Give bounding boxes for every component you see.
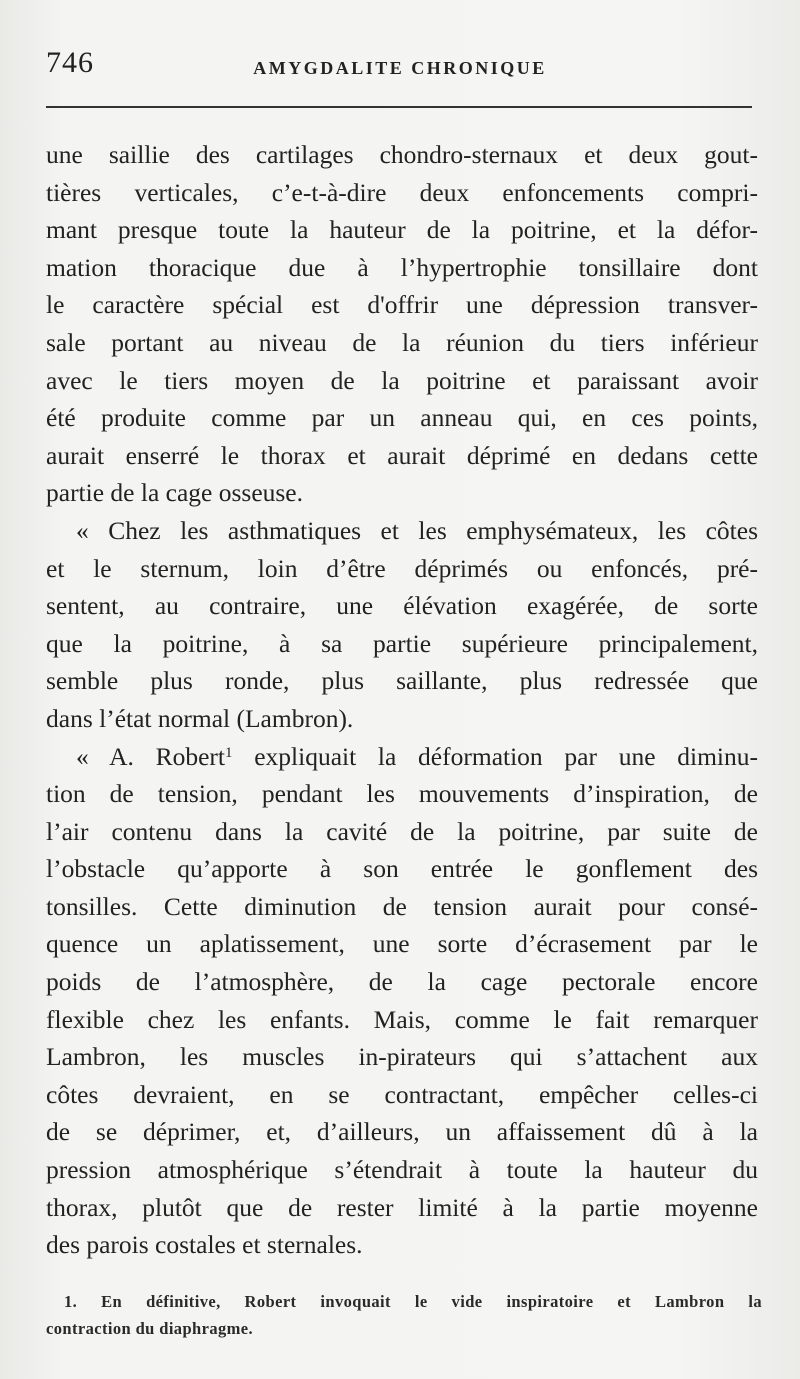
text-line: tières verticales, c’e-t-à-dire deux enfoncements compri- (46, 177, 758, 207)
body-text (46, 136, 758, 1264)
text-line: que la poitrine, à sa partie supérieure principalement, (46, 628, 758, 658)
footnote-line: 1. En définitive, Robert invoquait le vide inspiratoire et Lambron la (64, 1292, 762, 1311)
text-fragment: « A. Robert (76, 741, 225, 771)
text-line: mant presque toute la hauteur de la poitrine, et la défor- (46, 215, 758, 245)
running-title: AMYGDALITE CHRONIQUE (253, 58, 547, 78)
text-line: poids de l’atmosphère, de la cage pectorale encore (46, 967, 758, 997)
footnote (46, 1288, 762, 1342)
text-line: Lambron, les muscles in-pirateurs qui s’attachent aux (46, 1042, 758, 1072)
text-line: dans l’état normal (Lambron). (46, 703, 354, 733)
text-line-with-footnote-ref (46, 738, 758, 776)
text-line: flexible chez les enfants. Mais, comme le fait remarquer (46, 1004, 758, 1034)
text-line: « Chez les asthmatiques et les emphysémateux, les côtes (76, 515, 758, 545)
text-line: et le sternum, loin d’être déprimés ou enfoncés, pré- (46, 553, 758, 583)
text-line: côtes devraient, en se contractant, empêcher celles-ci (46, 1079, 758, 1109)
text-line: de se déprimer, et, d’ailleurs, un affaissement dû à la (46, 1117, 758, 1147)
text-line: l’air contenu dans la cavité de la poitrine, par suite de (46, 816, 758, 846)
text-line: sale portant au niveau de la réunion du tiers inférieur (46, 327, 758, 357)
text-line: le caractère spécial est d'offrir une dépression transver- (46, 290, 758, 320)
text-line: pression atmosphérique s’étendrait à toute la hauteur du (46, 1155, 758, 1185)
text-line: l’obstacle qu’apporte à son entrée le gonflement des (46, 854, 758, 884)
text-line: semble plus ronde, plus saillante, plus redressée que (46, 666, 758, 696)
text-line: quence un aplatissement, une sorte d’écrasement par le (46, 929, 758, 959)
text-line: été produite comme par un anneau qui, en ces points, (46, 403, 758, 433)
page-number: 746 (46, 46, 94, 79)
header-rule (46, 106, 752, 108)
text-line: avec le tiers moyen de la poitrine et paraissant avoir (46, 365, 758, 395)
text-line: tonsilles. Cette diminution de tension aurait pour consé- (46, 891, 758, 921)
text-line: aurait enserré le thorax et aurait déprimé en dedans cette (46, 440, 758, 470)
text-line: une saillie des cartilages chondro-sternaux et deux gout- (46, 140, 758, 169)
text-line: sentent, au contraire, une élévation exagérée, de sorte (46, 591, 758, 621)
text-fragment: expliquait la déformation par une diminu- (232, 741, 758, 771)
text-line: thorax, plutôt que de rester limité à la partie moyenne (46, 1192, 758, 1222)
footnote-line: contraction du diaphragme. (46, 1319, 254, 1338)
text-line: mation thoracique due à l’hypertrophie tonsillaire dont (46, 252, 758, 282)
text-line: partie de la cage osseuse. (46, 478, 304, 508)
footnote-ref: 1 (225, 744, 233, 761)
text-line: des parois costales et sternales. (46, 1230, 363, 1260)
page-header (46, 46, 754, 86)
text-line: tion de tension, pendant les mouvements d’inspiration, de (46, 779, 758, 809)
